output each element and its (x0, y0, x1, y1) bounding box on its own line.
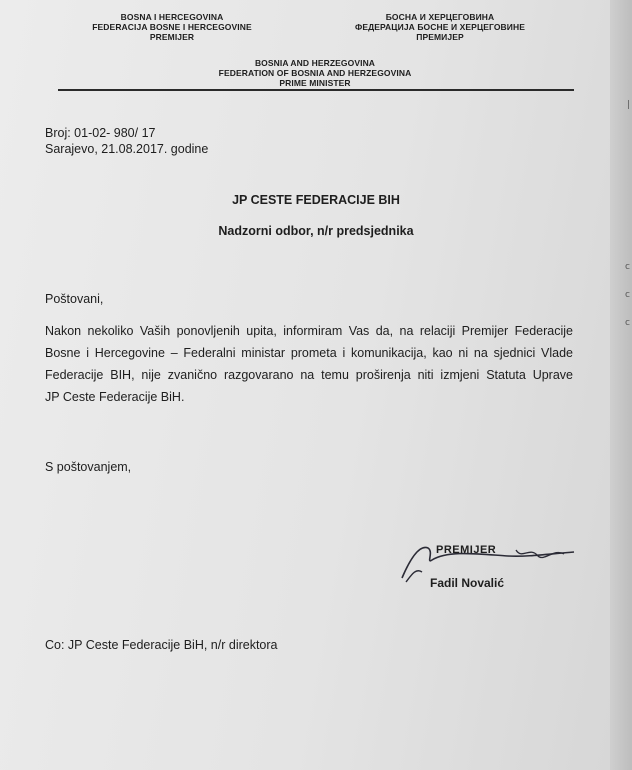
reference-number: Broj: 01-02- 980/ 17 (45, 126, 156, 140)
edge-mark: c (625, 318, 630, 328)
signature-block (388, 534, 588, 594)
signatory-name: Fadil Novalić (430, 576, 505, 590)
body-line: JP Ceste Federacije BiH. (45, 390, 185, 404)
letterhead-line: ПРЕМИЈЕР (416, 32, 464, 42)
letterhead-line: FEDERACIJA BOSNE I HERCEGOVINE (92, 22, 252, 32)
letterhead-line: PREMIJER (149, 32, 195, 42)
body-line: Federacije BIH, nije zvanično razgovarano na temu proširenja niti izmjeni Statuta Uprave (45, 368, 573, 382)
header-divider (58, 89, 574, 91)
letterhead-cyrillic (330, 12, 550, 42)
letterhead-line: FEDERATION OF BOSNIA AND HERZEGOVINA (218, 68, 412, 78)
reference-block (45, 125, 208, 157)
page-edge (610, 0, 632, 770)
closing: S poštovanjem, (45, 460, 132, 474)
letterhead-line: ФЕДЕРАЦИЈА БОСНЕ И ХЕРЦЕГОВИНЕ (354, 22, 525, 32)
edge-mark: | (626, 100, 630, 110)
letterhead-latin (72, 12, 272, 42)
letter-body (45, 320, 573, 408)
carbon-copy: Co: JP Ceste Federacije BiH, n/r direktora (45, 638, 278, 652)
body-line: Bosne i Hercegovine – Federalni ministar prometa i komunikacija, kao ni na sjednici Vlade (45, 346, 573, 360)
body-line: Nakon nekoliko Vaših ponovljenih upita, informiram Vas da, na relaciji Premijer Federacije (45, 324, 573, 338)
letterhead-line: БОСНА И ХЕРЦЕГОВИНА (385, 12, 495, 22)
recipient-organization: JP CESTE FEDERACIJE BIH (232, 193, 400, 207)
edge-mark: c (625, 290, 630, 300)
letterhead-english (200, 58, 430, 88)
salutation: Poštovani, (45, 292, 104, 306)
letterhead-line: BOSNIA AND HERZEGOVINA (254, 58, 376, 68)
place-date: Sarajevo, 21.08.2017. godine (45, 142, 209, 156)
letterhead-line: BOSNA I HERCEGOVINA (120, 12, 224, 22)
recipient-attention: Nadzorni odbor, n/r predsjednika (218, 224, 414, 238)
letterhead-line: PRIME MINISTER (279, 78, 351, 88)
signature-title: PREMIJER (436, 544, 497, 556)
edge-mark: c (625, 262, 630, 272)
